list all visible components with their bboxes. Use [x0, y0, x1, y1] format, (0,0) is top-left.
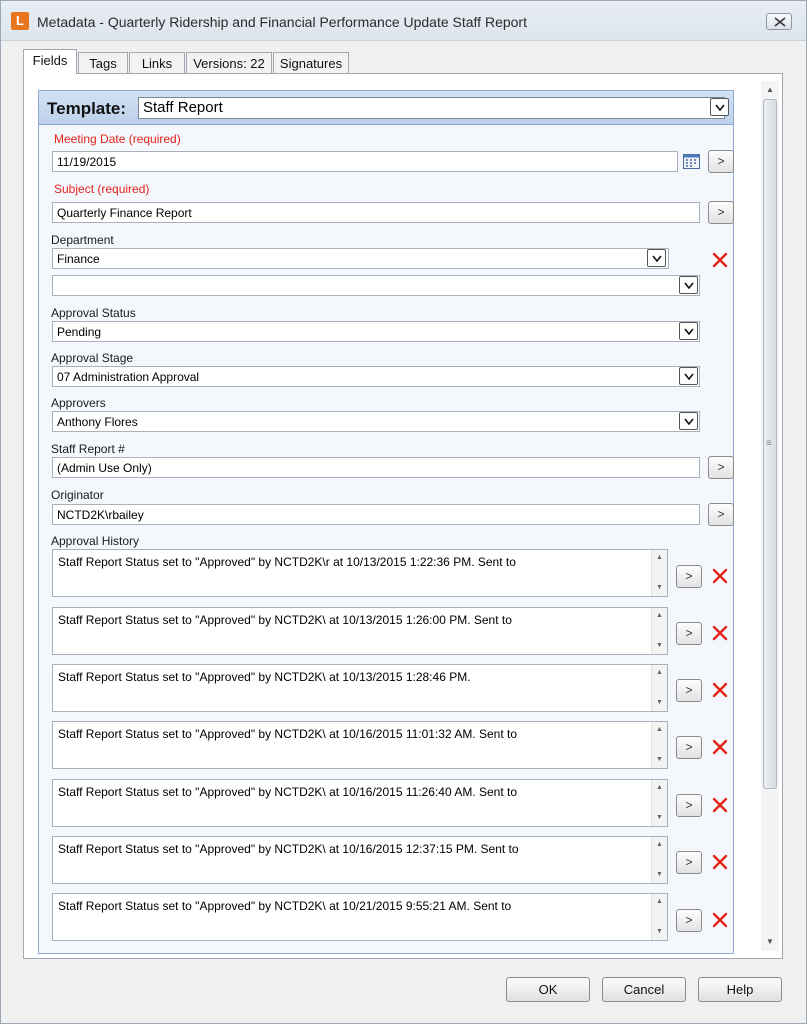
subject-go-button[interactable]: > — [708, 201, 734, 224]
history-go-button[interactable]: > — [676, 736, 702, 759]
department-dropdown-button[interactable] — [647, 249, 666, 267]
history-go-button[interactable]: > — [676, 794, 702, 817]
window-title: Metadata - Quarterly Ridership and Financial Performance Update Staff Report — [37, 14, 527, 30]
tab-tags[interactable]: Tags — [78, 52, 128, 74]
approval-stage-dropdown-button[interactable] — [679, 367, 698, 385]
scroll-up-icon[interactable]: ▲ — [656, 726, 663, 733]
tab-fields[interactable]: Fields — [23, 49, 77, 74]
approval-history-label: Approval History — [51, 534, 140, 548]
history-go-button[interactable]: > — [676, 679, 702, 702]
delete-history-icon[interactable] — [711, 567, 729, 585]
chevron-down-icon — [684, 373, 694, 380]
scroll-up-icon[interactable]: ▲ — [656, 612, 663, 619]
department-label: Department — [51, 233, 114, 247]
originator-go-button[interactable]: > — [708, 503, 734, 526]
history-go-button[interactable]: > — [676, 622, 702, 645]
panel-scrollbar[interactable] — [761, 81, 779, 951]
delete-history-icon[interactable] — [711, 853, 729, 871]
department-2-dropdown-button[interactable] — [679, 276, 698, 294]
originator-field[interactable]: NCTD2K\rbailey — [52, 504, 700, 525]
help-button[interactable]: Help — [698, 977, 782, 1002]
delete-department-icon[interactable] — [711, 251, 729, 269]
history-entry[interactable] — [52, 721, 668, 769]
meeting-date-field[interactable]: 11/19/2015 — [52, 151, 678, 172]
scroll-down-icon[interactable]: ▼ — [656, 756, 663, 763]
staff-report-number-label: Staff Report # — [51, 442, 125, 456]
approval-stage-label: Approval Stage — [51, 351, 134, 365]
originator-label: Originator — [51, 488, 104, 502]
approvers-label: Approvers — [51, 396, 106, 410]
history-entry[interactable] — [52, 779, 668, 827]
history-scrollbar[interactable] — [651, 608, 667, 654]
chevron-down-icon — [715, 104, 725, 111]
approvers-dropdown-button[interactable] — [679, 412, 698, 430]
subject-label: Subject (required) — [54, 182, 150, 196]
history-scrollbar[interactable] — [651, 894, 667, 940]
close-button[interactable] — [766, 13, 792, 30]
history-scrollbar[interactable] — [651, 837, 667, 883]
history-go-button[interactable]: > — [676, 909, 702, 932]
history-scrollbar[interactable] — [651, 665, 667, 711]
delete-history-icon[interactable] — [711, 738, 729, 756]
department-select-2[interactable] — [52, 275, 700, 296]
history-entry[interactable] — [52, 893, 668, 941]
history-text: Staff Report Status set to "Approved" by NCTD2K\ at 10/13/2015 1:28:46 PM. — [58, 670, 471, 684]
template-header — [39, 91, 733, 125]
scroll-thumb[interactable] — [763, 99, 777, 789]
scroll-down-icon[interactable]: ▼ — [656, 871, 663, 878]
history-entry[interactable] — [52, 549, 668, 597]
history-entry[interactable] — [52, 607, 668, 655]
chevron-down-icon — [684, 282, 694, 289]
scroll-up-icon[interactable]: ▲ — [656, 841, 663, 848]
scroll-down-icon[interactable]: ▼ — [656, 928, 663, 935]
template-dropdown-button[interactable] — [710, 98, 729, 116]
tab-signatures[interactable]: Signatures — [273, 52, 349, 74]
title-bar — [1, 1, 806, 41]
scroll-down-icon[interactable]: ▼ — [766, 937, 774, 946]
delete-history-icon[interactable] — [711, 681, 729, 699]
history-text: Staff Report Status set to "Approved" by NCTD2K\r at 10/13/2015 1:22:36 PM. Sent to — [58, 555, 516, 569]
grip-icon: ≡ — [766, 438, 772, 449]
approval-stage-select[interactable]: 07 Administration Approval — [52, 366, 700, 387]
delete-history-icon[interactable] — [711, 624, 729, 642]
delete-history-icon[interactable] — [711, 796, 729, 814]
subject-field[interactable]: Quarterly Finance Report — [52, 202, 700, 223]
scroll-up-icon[interactable]: ▲ — [656, 784, 663, 791]
staff-report-number-field[interactable]: (Admin Use Only) — [52, 457, 700, 478]
ok-button[interactable]: OK — [506, 977, 590, 1002]
history-text: Staff Report Status set to "Approved" by NCTD2K\ at 10/13/2015 1:26:00 PM. Sent to — [58, 613, 512, 627]
chevron-down-icon — [652, 255, 662, 262]
close-icon — [774, 17, 786, 27]
scroll-down-icon[interactable]: ▼ — [656, 699, 663, 706]
calendar-icon[interactable] — [683, 153, 700, 169]
app-logo-icon: L — [11, 12, 29, 30]
scroll-up-icon[interactable]: ▲ — [656, 669, 663, 676]
department-select[interactable]: Finance — [52, 248, 669, 269]
meeting-date-go-button[interactable]: > — [708, 150, 734, 173]
scroll-down-icon[interactable]: ▼ — [656, 584, 663, 591]
scroll-up-icon[interactable]: ▲ — [656, 554, 663, 561]
history-scrollbar[interactable] — [651, 780, 667, 826]
approval-status-dropdown-button[interactable] — [679, 322, 698, 340]
scroll-down-icon[interactable]: ▼ — [656, 642, 663, 649]
history-text: Staff Report Status set to "Approved" by NCTD2K\ at 10/16/2015 12:37:15 PM. Sent to — [58, 842, 519, 856]
approvers-select[interactable]: Anthony Flores — [52, 411, 700, 432]
chevron-down-icon — [684, 328, 694, 335]
history-go-button[interactable]: > — [676, 851, 702, 874]
history-entry[interactable] — [52, 664, 668, 712]
scroll-up-icon[interactable]: ▲ — [766, 85, 774, 94]
template-label: Template: — [47, 99, 127, 118]
scroll-down-icon[interactable]: ▼ — [656, 814, 663, 821]
approval-status-select[interactable]: Pending — [52, 321, 700, 342]
history-text: Staff Report Status set to "Approved" by NCTD2K\ at 10/16/2015 11:26:40 AM. Sent to — [58, 785, 518, 799]
tab-links[interactable]: Links — [129, 52, 185, 74]
tab-versions[interactable]: Versions: 22 — [186, 52, 272, 74]
meeting-date-label: Meeting Date (required) — [54, 132, 181, 146]
approval-status-label: Approval Status — [51, 306, 136, 320]
history-go-button[interactable]: > — [676, 565, 702, 588]
history-text: Staff Report Status set to "Approved" by NCTD2K\ at 10/16/2015 11:01:32 AM. Sent to — [58, 727, 518, 741]
history-scrollbar[interactable] — [651, 722, 667, 768]
staff-report-number-go-button[interactable]: > — [708, 456, 734, 479]
cancel-button[interactable]: Cancel — [602, 977, 686, 1002]
template-select[interactable]: Staff Report — [138, 97, 725, 119]
delete-history-icon[interactable] — [711, 911, 729, 929]
history-scrollbar[interactable] — [651, 550, 667, 596]
history-entry[interactable] — [52, 836, 668, 884]
chevron-down-icon — [684, 418, 694, 425]
history-text: Staff Report Status set to "Approved" by NCTD2K\ at 10/21/2015 9:55:21 AM. Sent to — [58, 899, 512, 913]
scroll-up-icon[interactable]: ▲ — [656, 898, 663, 905]
